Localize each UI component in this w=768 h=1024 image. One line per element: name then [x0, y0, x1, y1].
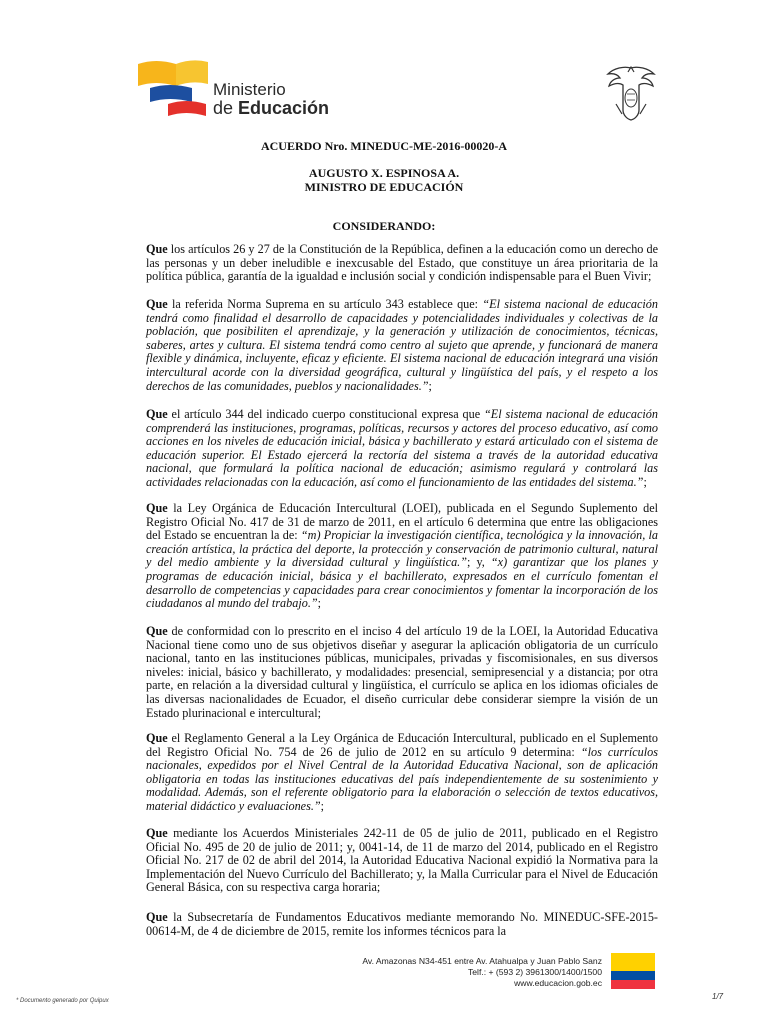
minister-role: MINISTRO DE EDUCACIÓN [304, 180, 464, 194]
paragraph-lead: Que [146, 910, 168, 924]
paragraph [146, 298, 658, 393]
paragraph-text: ; [317, 596, 322, 611]
ecuador-flag-icon [611, 953, 655, 989]
flag-red-stripe [611, 980, 655, 989]
paragraph-lead: Que [146, 731, 168, 745]
paragraph-text: la referida Norma Suprema en su artículo 343 establece que: [167, 297, 483, 311]
footer-web[interactable]: www.educacion.gob.ec [514, 978, 602, 988]
paragraph [146, 911, 658, 938]
footer-address: Av. Amazonas N34-451 entre Av. Atahualpa y Juan Pablo Sanz [362, 956, 602, 966]
paragraph-text: el artículo 344 del indicado cuerpo constitucional expresa que [167, 407, 485, 421]
paragraph-quote: “m) Propiciar la investigación científica, tecnológica y la innovación, la creación artística, la práctica del deporte, la protección y conservación de patrimonio cultural, natural y del medio ambiente y la diversidad cultural y lingüística.” [146, 528, 658, 570]
considerando-heading: CONSIDERANDO: [332, 219, 436, 233]
logo-line1: Ministerio [213, 80, 286, 99]
paragraph-text: mediante los Acuerdos Ministeriales 242-11 de 05 de julio de 2011, publicado en el Registro Oficial No. 495 de 20 de julio de 2011; y, 0041-14, de 11 de marzo del 2014, publicado en el Registro Oficial No. 217 de 02 de abril del 2014, la Autoridad Educativa Nacional expidió la Normativa para la Implementación del Nuevo Currículo del Bachillerato; y, la Malla Curricular para el Nivel de Educación General Básica, con su respectiva carga horaria; [146, 826, 658, 895]
generated-note: * Documento generado por Quipux [16, 998, 109, 1004]
flag-yellow-stripe [611, 953, 655, 971]
paragraph [146, 408, 658, 490]
paragraph-quote: “los currículos nacionales, expedidos por el Nivel Central de la Autoridad Educativa Nacional, son de aplicación obligatoria en todas las instituciones educativas del país independientemente de su sostenimiento y modalidad. Además, son el referente obligatorio para la elaboración o selección de textos educativos, material didáctico y evaluaciones.” [146, 744, 658, 813]
logo-line2-bold: Educación [238, 98, 330, 118]
paragraph-lead: Que [146, 242, 168, 256]
ministry-logo [136, 58, 336, 122]
paragraph-lead: Que [146, 624, 168, 638]
flag-blue-stripe [611, 971, 655, 980]
paragraph-text: ; y, [467, 555, 491, 570]
paragraph [146, 502, 658, 611]
paragraph-lead: Que [146, 407, 168, 421]
footer-phone: Telf.: + (593 2) 3961300/1400/1500 [467, 967, 602, 977]
logo-line2-prefix: de [213, 98, 239, 118]
paragraph-lead: Que [146, 501, 168, 515]
paragraph-text: ; [428, 378, 432, 393]
footer-address-block [330, 956, 602, 989]
page-number: 1/7 [712, 992, 724, 1001]
paragraph-text: la Subsecretaría de Fundamentos Educativos mediante memorando No. MINEDUC-SFE-2015-00614-M, de 4 de diciembre de 2015, remite los informes técnicos para la [146, 910, 658, 938]
paragraph-lead: Que [146, 297, 168, 311]
paragraph-text: ; [320, 798, 325, 813]
agreement-number: ACUERDO Nro. MINEDUC-ME-2016-00020-A [260, 139, 508, 153]
coat-of-arms-icon [606, 64, 656, 122]
paragraph [146, 827, 658, 895]
paragraph-text: la Ley Orgánica de Educación Intercultural (LOEI), publicada en el Segundo Suplemento del Registro Oficial No. 417 de 31 de marzo de 2011, en el artículo 6 determina que entre las obligaciones del Estado se encuentran la de: [146, 501, 658, 543]
paragraph-text: los artículos 26 y 27 de la Constitución de la República, definen a la educación como un derecho de las personas y un deber ineludible e inexcusable del Estado, que constituye un área prioritaria de la política pública, garantía de la igualdad e inclusión social y condición indispensable para el Buen Vivir; [146, 242, 658, 284]
logo-line2 [213, 99, 329, 118]
paragraph-quote: “El sistema nacional de educación tendrá como finalidad el desarrollo de capacidades y potencialidades individuales y colectivas de la población, que posibiliten el aprendizaje, y la generación y utilización de conocimientos, técnicas, saberes, artes y cultura. El sistema tendrá como centro al sujeto que aprende, y funcionará de manera flexible y dinámica, incluyente, eficaz y eficiente. El sistema nacional de educación integrará una visión intercultural acorde con la diversidad geográfica, cultural y lingüística del país, y el respeto a los derechos de las comunidades, pueblos y nacionalidades.” [146, 297, 658, 393]
paragraph-text: ; [643, 474, 647, 489]
paragraph-text: de conformidad con lo prescrito en el inciso 4 del artículo 19 de la LOEI, la Autoridad Educativa Nacional tiene como uno de sus objetivos diseñar y asegurar la aplicación obligatoria de un currículo nacional, tanto en las instituciones públicas, municipales, privadas y fiscomisionales, en sus diversos niveles: inicial, básico y bachillerato, y modalidades: presencial, semipresencial y a distancia; por otra parte, en relación a la diversidad cultural y lingüística, el currículo se aplica en los idiomas oficiales de las diversas nacionalidades de Ecuador, el diseño curricular debe considerar siempre la visión de un Estado plurinacional e intercultural; [146, 624, 658, 720]
paragraph-quote: “El sistema nacional de educación comprenderá las instituciones, programas, políticas, recursos y actores del proceso educativo, así como acciones en los niveles de educación inicial, básica y bachillerato y estará articulado con el sistema de educación superior. El Estado ejercerá la rectoría del sistema a través de la autoridad educativa nacional, que formulará la política nacional de educación; asimismo regulará y controlará las actividades relacionadas con la educación, así como el funcionamiento de las entidades del sistema.” [146, 407, 658, 489]
paragraph-lead: Que [146, 826, 168, 840]
paragraph [146, 732, 658, 814]
paragraph [146, 625, 658, 720]
minister-name: AUGUSTO X. ESPINOSA A. [308, 166, 460, 180]
logo-flag-icon [136, 58, 208, 122]
paragraph-text: el Reglamento General a la Ley Orgánica de Educación Intercultural, publicado en el Suplemento del Registro Oficial No. 754 de 26 de julio de 2012 en su artículo 9 determina: [146, 731, 658, 759]
logo-text [213, 80, 329, 118]
paragraph-quote: “x) garantizar que los planes y programas de educación inicial, básica y el bachillerato, expresados en el currículo fomentan el desarrollo de competencias y capacidades para crear conocimientos y fomentar la incorporación de los ciudadanos al mundo del trabajo.” [146, 555, 658, 611]
paragraph [146, 243, 658, 284]
